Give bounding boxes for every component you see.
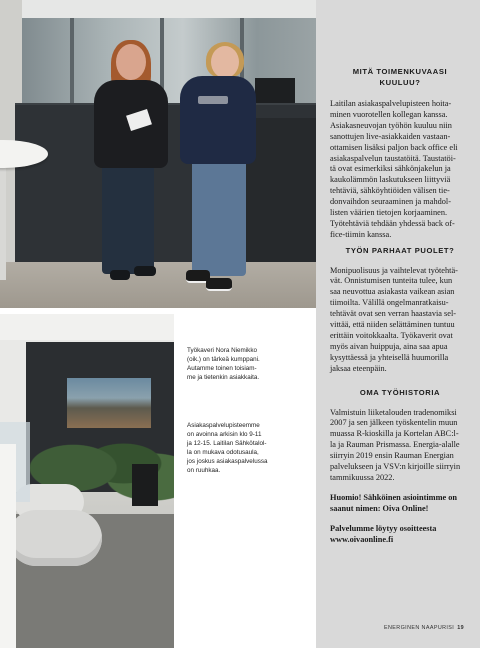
photo-column xyxy=(0,444,16,648)
photo-window-frame xyxy=(70,18,74,103)
magazine-name: ENERGINEN NAAPURISI xyxy=(384,625,455,631)
section-body: Laitilan asiakaspalvelupisteen hoita- minen vuorotellen kollegan kanssa. Asiakasneuvojan työhön kuuluu niin sanottujen live-asiakkaiden vastaan- ottamisen lisäksi paljon back office eli asiakaspalvelun taustatöitä. Taustatöi- tä ovat esimerkiksi sähkönjakelun ja kaukolämmön laskutukseen liittyviä tehtäviä, sähköyhtiöiden välisen tie- donvaihdon seuraaminen ja mahdol- listen väärien tietojen korjaaminen. Työtehtäviä tehdään yhdessä back of- fice-tiimin kanssa. xyxy=(330,99,458,239)
photo-ceiling xyxy=(0,314,174,340)
person1-shoe xyxy=(110,270,130,280)
caption-lobby-text: Asiakaspalvelupisteemme on avoinna arkisin klo 9-11 ja 12-15. Laitilan Sähkötalol- la on mukava odotusaula, jos joskus asiakaspalvelussa on ruuhkaa. xyxy=(187,422,268,475)
photo-plant-pot xyxy=(132,464,158,506)
person2-sneaker xyxy=(206,278,232,291)
person2-face xyxy=(211,46,239,78)
section-best-parts xyxy=(330,246,470,375)
photo-waiting-lobby xyxy=(0,314,174,648)
person2-jeans xyxy=(192,156,246,276)
photo-table-leg xyxy=(0,160,6,280)
section-job-description xyxy=(330,67,470,241)
section-work-history xyxy=(330,388,470,545)
interview-sidebar xyxy=(316,0,480,648)
page-footer xyxy=(316,625,464,631)
person2-hoodie xyxy=(180,76,256,164)
person2-hoodie-print xyxy=(198,96,228,104)
photo-floor xyxy=(0,262,316,308)
photo-staff-at-counter xyxy=(0,0,316,308)
oiva-online-website: Palvelumme löytyy osoitteesta www.oivaonline.fi xyxy=(330,523,437,544)
section-heading: MITÄ TOIMENKUVAASI KUULUU? xyxy=(352,67,448,87)
caption-staff xyxy=(187,346,307,382)
page-number: 19 xyxy=(457,625,464,631)
person1-jeans xyxy=(102,164,154,274)
person1-face xyxy=(116,44,146,80)
caption-lobby xyxy=(187,421,307,476)
section-heading: OMA TYÖHISTORIA xyxy=(359,388,441,397)
oiva-online-notice: Huomio! Sähköinen asiointimme on saanut nimen: Oiva Online! xyxy=(330,492,458,513)
caption-staff-text: Työkaveri Nora Niemikko (oik.) on tärkeä kumppani. Autamme toinen toisiam- me ja tietenkin asiakkaita. xyxy=(187,347,260,382)
person1-shoe xyxy=(134,266,156,276)
section-heading: TYÖN PARHAAT PUOLET? xyxy=(345,246,455,255)
section-body: Valmistuin liiketalouden tradenomiksi 2007 ja sen jälkeen työskentelin muun muassa R-kioskilla ja Kortelan ABC:l- la ja Rauman Prismassa. Energia-alalle siirryin 2019 ensin Rauman Energian palvelukseen ja VSV:n kirjoille siirryin tammikuussa 2022. xyxy=(330,407,461,482)
photo-monitor xyxy=(255,78,295,104)
section-body: Monipuolisuus ja vaihtelevat työtehtä- vät. Onnistumisen tunteita tulee, kun saa neuvottua asiakasta vaikean asian tiimoilta. Välillä ongelmanratkaisu- tehtävät ovat sen verran haastavia sel- vittää, että niiden selättäminen tuntuu erittäin voitokkaalta. Työkaverit ovat myös aivan huippuja, aina saa apua kysyttäessä ja yhteisellä huumorilla jaksaa eteenpäin. xyxy=(330,265,458,373)
photo-sofa xyxy=(8,510,102,566)
